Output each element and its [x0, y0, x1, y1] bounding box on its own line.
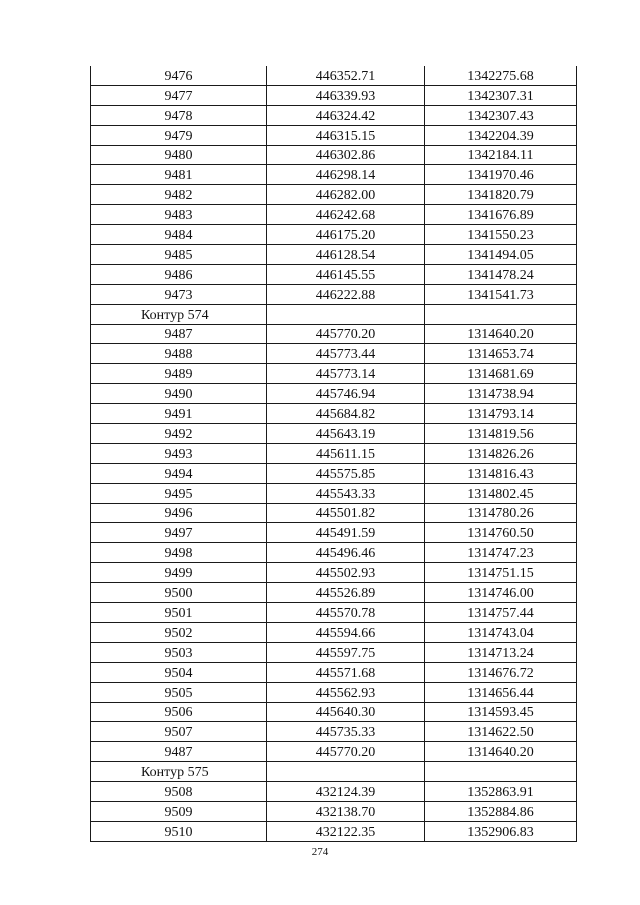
table-row	[91, 165, 577, 185]
contour-empty-x	[267, 762, 425, 782]
x-coordinate-cell: 445502.93	[267, 563, 425, 583]
x-coordinate-cell: 445770.20	[267, 742, 425, 762]
page-number: 274	[311, 846, 329, 858]
y-coordinate-cell: 1352863.91	[425, 782, 577, 802]
x-coordinate-cell: 445746.94	[267, 384, 425, 404]
table-row	[91, 384, 577, 404]
point-id-cell: 9493	[91, 443, 267, 463]
table-row	[91, 563, 577, 583]
x-coordinate-cell: 445773.44	[267, 344, 425, 364]
y-coordinate-cell: 1342307.31	[425, 85, 577, 105]
point-id-cell: 9485	[91, 245, 267, 265]
point-id-cell: 9502	[91, 622, 267, 642]
point-id-cell: 9501	[91, 603, 267, 623]
x-coordinate-cell: 445773.14	[267, 364, 425, 384]
x-coordinate-cell: 446145.55	[267, 264, 425, 284]
y-coordinate-cell: 1341478.24	[425, 264, 577, 284]
point-id-cell: 9483	[91, 205, 267, 225]
table-row	[91, 662, 577, 682]
table-row	[91, 404, 577, 424]
y-coordinate-cell: 1314751.15	[425, 563, 577, 583]
x-coordinate-cell: 446298.14	[267, 165, 425, 185]
y-coordinate-cell: 1341494.05	[425, 245, 577, 265]
point-id-cell: 9506	[91, 702, 267, 722]
table-row	[91, 622, 577, 642]
point-id-cell: 9491	[91, 404, 267, 424]
table-row	[91, 702, 577, 722]
x-coordinate-cell: 446352.71	[267, 66, 425, 85]
x-coordinate-cell: 445496.46	[267, 543, 425, 563]
point-id-cell: 9482	[91, 185, 267, 205]
table-row	[91, 722, 577, 742]
table-row	[91, 205, 577, 225]
table-row	[91, 264, 577, 284]
x-coordinate-cell: 445594.66	[267, 622, 425, 642]
point-id-cell: 9503	[91, 642, 267, 662]
y-coordinate-cell: 1314826.26	[425, 443, 577, 463]
point-id-cell: 9488	[91, 344, 267, 364]
table-row	[91, 225, 577, 245]
table-row	[91, 543, 577, 563]
x-coordinate-cell: 445597.75	[267, 642, 425, 662]
y-coordinate-cell: 1314757.44	[425, 603, 577, 623]
x-coordinate-cell: 445770.20	[267, 324, 425, 344]
table-row	[91, 801, 577, 821]
table-row	[91, 284, 577, 304]
point-id-cell: 9484	[91, 225, 267, 245]
x-coordinate-cell: 445643.19	[267, 424, 425, 444]
y-coordinate-cell: 1352884.86	[425, 801, 577, 821]
y-coordinate-cell: 1314676.72	[425, 662, 577, 682]
y-coordinate-cell: 1341550.23	[425, 225, 577, 245]
x-coordinate-cell: 446242.68	[267, 205, 425, 225]
point-id-cell: 9489	[91, 364, 267, 384]
point-id-cell: 9487	[91, 742, 267, 762]
y-coordinate-cell: 1341541.73	[425, 284, 577, 304]
y-coordinate-cell: 1342307.43	[425, 105, 577, 125]
y-coordinate-cell: 1314746.00	[425, 583, 577, 603]
y-coordinate-cell: 1314743.04	[425, 622, 577, 642]
contour-empty-y	[425, 304, 577, 324]
x-coordinate-cell: 445562.93	[267, 682, 425, 702]
point-id-cell: 9504	[91, 662, 267, 682]
y-coordinate-cell: 1314816.43	[425, 463, 577, 483]
x-coordinate-cell: 446315.15	[267, 125, 425, 145]
point-id-cell: 9486	[91, 264, 267, 284]
point-id-cell: 9479	[91, 125, 267, 145]
table-row	[91, 245, 577, 265]
x-coordinate-cell: 432124.39	[267, 782, 425, 802]
x-coordinate-cell: 446302.86	[267, 145, 425, 165]
table-row	[91, 125, 577, 145]
table-row	[91, 503, 577, 523]
x-coordinate-cell: 446175.20	[267, 225, 425, 245]
table-row	[91, 603, 577, 623]
table-row	[91, 642, 577, 662]
coordinates-table	[90, 66, 577, 842]
point-id-cell: 9497	[91, 523, 267, 543]
x-coordinate-cell: 445735.33	[267, 722, 425, 742]
table-row	[91, 782, 577, 802]
contour-header-row	[91, 304, 577, 324]
y-coordinate-cell: 1314793.14	[425, 404, 577, 424]
x-coordinate-cell: 432122.35	[267, 821, 425, 841]
point-id-cell: 9505	[91, 682, 267, 702]
point-id-cell: 9495	[91, 483, 267, 503]
contour-header-row	[91, 762, 577, 782]
x-coordinate-cell: 445570.78	[267, 603, 425, 623]
y-coordinate-cell: 1314640.20	[425, 324, 577, 344]
point-id-cell: 9507	[91, 722, 267, 742]
x-coordinate-cell: 445640.30	[267, 702, 425, 722]
point-id-cell: 9494	[91, 463, 267, 483]
table-row	[91, 105, 577, 125]
point-id-cell: 9477	[91, 85, 267, 105]
point-id-cell: 9496	[91, 503, 267, 523]
table-row	[91, 364, 577, 384]
x-coordinate-cell: 446128.54	[267, 245, 425, 265]
y-coordinate-cell: 1314819.56	[425, 424, 577, 444]
table-row	[91, 463, 577, 483]
x-coordinate-cell: 445611.15	[267, 443, 425, 463]
table-row	[91, 583, 577, 603]
table-row	[91, 324, 577, 344]
contour-empty-y	[425, 762, 577, 782]
point-id-cell: 9487	[91, 324, 267, 344]
point-id-cell: 9509	[91, 801, 267, 821]
table-row	[91, 424, 577, 444]
y-coordinate-cell: 1314681.69	[425, 364, 577, 384]
point-id-cell: 9478	[91, 105, 267, 125]
y-coordinate-cell: 1314738.94	[425, 384, 577, 404]
y-coordinate-cell: 1314640.20	[425, 742, 577, 762]
y-coordinate-cell: 1342184.11	[425, 145, 577, 165]
y-coordinate-cell: 1341820.79	[425, 185, 577, 205]
point-id-cell: 9508	[91, 782, 267, 802]
table-row	[91, 742, 577, 762]
y-coordinate-cell: 1314760.50	[425, 523, 577, 543]
x-coordinate-cell: 445684.82	[267, 404, 425, 424]
point-id-cell: 9481	[91, 165, 267, 185]
x-coordinate-cell: 446222.88	[267, 284, 425, 304]
contour-empty-x	[267, 304, 425, 324]
y-coordinate-cell: 1314653.74	[425, 344, 577, 364]
y-coordinate-cell: 1314622.50	[425, 722, 577, 742]
y-coordinate-cell: 1314747.23	[425, 543, 577, 563]
contour-label: Контур 574	[91, 304, 267, 324]
y-coordinate-cell: 1314713.24	[425, 642, 577, 662]
point-id-cell: 9499	[91, 563, 267, 583]
x-coordinate-cell: 446324.42	[267, 105, 425, 125]
y-coordinate-cell: 1314780.26	[425, 503, 577, 523]
x-coordinate-cell: 445501.82	[267, 503, 425, 523]
x-coordinate-cell: 446339.93	[267, 85, 425, 105]
y-coordinate-cell: 1341970.46	[425, 165, 577, 185]
table-row	[91, 682, 577, 702]
point-id-cell: 9500	[91, 583, 267, 603]
y-coordinate-cell: 1314593.45	[425, 702, 577, 722]
contour-label: Контур 575	[91, 762, 267, 782]
x-coordinate-cell: 445491.59	[267, 523, 425, 543]
point-id-cell: 9498	[91, 543, 267, 563]
x-coordinate-cell: 445571.68	[267, 662, 425, 682]
x-coordinate-cell: 432138.70	[267, 801, 425, 821]
y-coordinate-cell: 1352906.83	[425, 821, 577, 841]
table-row	[91, 66, 577, 85]
table-row	[91, 185, 577, 205]
point-id-cell: 9473	[91, 284, 267, 304]
x-coordinate-cell: 446282.00	[267, 185, 425, 205]
y-coordinate-cell: 1342275.68	[425, 66, 577, 85]
coordinates-table-body	[91, 66, 577, 841]
table-row	[91, 145, 577, 165]
y-coordinate-cell: 1314802.45	[425, 483, 577, 503]
point-id-cell: 9476	[91, 66, 267, 85]
x-coordinate-cell: 445543.33	[267, 483, 425, 503]
y-coordinate-cell: 1341676.89	[425, 205, 577, 225]
point-id-cell: 9480	[91, 145, 267, 165]
table-row	[91, 85, 577, 105]
table-row	[91, 483, 577, 503]
y-coordinate-cell: 1314656.44	[425, 682, 577, 702]
table-row	[91, 443, 577, 463]
point-id-cell: 9510	[91, 821, 267, 841]
y-coordinate-cell: 1342204.39	[425, 125, 577, 145]
table-row	[91, 523, 577, 543]
table-row	[91, 344, 577, 364]
x-coordinate-cell: 445575.85	[267, 463, 425, 483]
x-coordinate-cell: 445526.89	[267, 583, 425, 603]
table-row	[91, 821, 577, 841]
point-id-cell: 9490	[91, 384, 267, 404]
point-id-cell: 9492	[91, 424, 267, 444]
